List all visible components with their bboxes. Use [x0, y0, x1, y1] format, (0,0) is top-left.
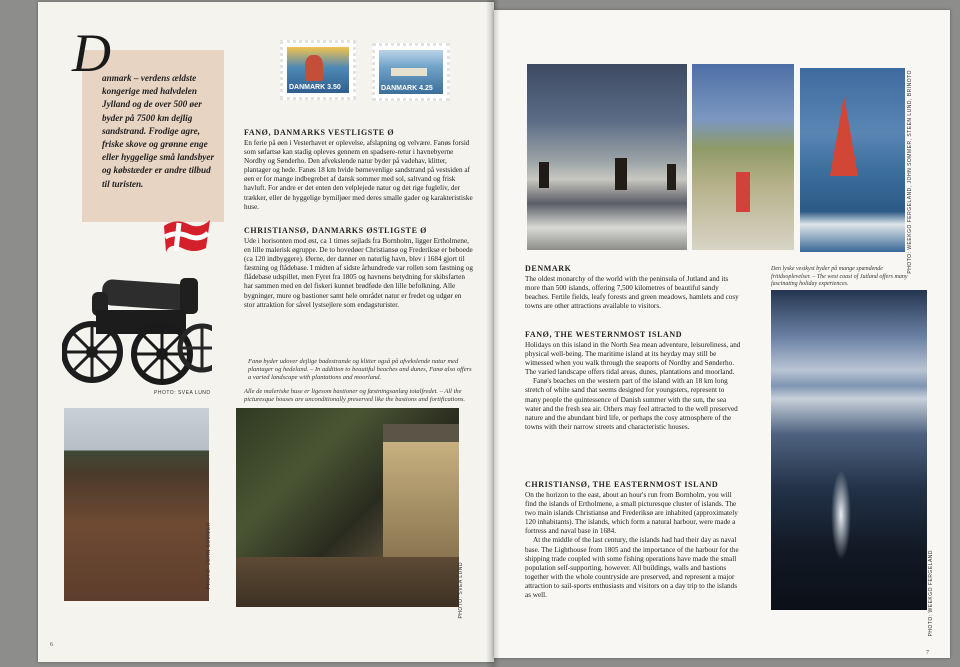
right-page	[494, 10, 950, 658]
fano-text-da: En ferie på øen i Vesterhavet er oplevelse, afslapning og velvære. Fanøs forsid som søfartsø kan stadig opleves gennem en spadsere-retur i havnebyerne Nordby og Sønderho. Den afvekslende natur byder på vadehav, klitter, plantager og hede. Fanøs 18 km hvide børnevenlige sandstrand på vestsiden af øen er for mange indbegrebet af dansk sommer med sol, saltvand og frisk havluft. For andre er det enten den velplejede natur og det rige fugleliv, der trækker, eller de hyggelige bymiljøer med deres smalle gader og karakteristiske huse.	[244, 139, 473, 211]
book-gutter	[486, 0, 500, 667]
danish-flag-icon	[162, 214, 212, 258]
street-photo	[236, 408, 459, 607]
stamp-2-country: DANMARK	[381, 85, 418, 92]
stamp-2	[372, 43, 450, 101]
fano-text-en-1: Holidays on this island in the North Sea mean adventure, leisureliness, and physical well-being. The maritime island at its heyday may still be witnessed when you walk through the seaports of Nordby and Sønderho. The varied landscape offers tidal areas, dunes, plantations and moorland.	[525, 341, 741, 377]
caption-top: Den lyske vestkyst byder på mange spændende fritidsoplevelser. – The west coast of Jutland offers many fascinating holiday experiences.	[771, 266, 908, 287]
credit-heath: PHOTO: JOHN SOMMER	[206, 522, 212, 589]
credit-top: PHOTO: WEEKGO FERGELAND, JOHN SOMMER, STEEN LUND, BRINOTO	[907, 70, 913, 274]
fano-text-en-2: Fanø's beaches on the western part of the island with an 18 km long stretch of white sand that seems designed for youngsters, represent to many people the quintessence of Danish summer with the sun, the sea water and the fresh sea air. Others may feel attracted to the well preserved nature and the abundant bird life, or perhaps the cosy atmosphere of the towns with their narrow streets and characteristic houses.	[525, 377, 738, 431]
credit-sea: PHOTO: WEEKGO FERGELAND	[928, 550, 934, 637]
intro-drop-cap: D	[72, 23, 111, 83]
stamp-1	[280, 40, 356, 100]
christianso-heading-da: CHRISTIANSØ, DANMARKS ØSTLIGSTE Ø	[244, 226, 427, 235]
credit-street: PHOTO: SVEA LUND	[458, 562, 464, 619]
stamp-1-value: 3.50	[327, 84, 341, 91]
sea-photo	[771, 290, 927, 610]
caption-bottom: Alle de maleriske huse er ligesom bastioner og fæstningsanlæg totalfredet. – All the picturesque houses are unconditionally preserved like the bastions and fortifications.	[244, 388, 465, 403]
denmark-heading-en: DENMARK	[525, 264, 572, 273]
fano-heading-da: FANØ, DANMARKS VESTLIGSTE Ø	[244, 128, 395, 137]
fano-heading-en: FANØ, THE WESTERNMOST ISLAND	[525, 330, 683, 339]
page-number-right: 7	[926, 650, 929, 656]
riders-photo	[527, 64, 687, 250]
christianso-text-en-2: At the middle of the last century, the islands had had their day as naval base. The Lighthouse from 1805 and the importance of the harbour for the shipping trade coupled with some fishing operations have made the small population self-supporting, however. All buildings, walls and bastions together with the whole countryside are preserved, and represent a major attraction to sail-sports enthusiasts and visitors on a day trip to the islands as well.	[525, 536, 739, 600]
christianso-section-en	[525, 480, 741, 600]
windsurf-photo	[800, 68, 905, 252]
christianso-text-en-1: On the horizon to the east, about an hour's run from Bornholm, you will find the islands of Ertholmene, a small picturesque cluster of islands. The two main islands Christiansø and Frederiksø are inhabited (approximately 120 inhabitants). The islands, which form a natural harbour, were made a fortress and naval base in 1684.	[525, 491, 738, 536]
credit-cannon: PHOTO: SVEA LUND	[154, 390, 211, 396]
dunes-photo	[692, 64, 794, 250]
intro-text: anmark – verdens ældste kongerige med halvdelen Jylland og de over 500 øer byder på 7500 km dejlig sandstrand. Frodige agre, friske skove og grønne enge eller hyggelige små landsbyer og købstæder er andre tilbud til turisten.	[102, 73, 215, 189]
denmark-text-en: The oldest monarchy of the world with the peninsula of Jutland and its more than 500 islands, offering 7,500 kilometres of beautiful sandy beaches. Fertile fields, leafy forests and green meadows, hamlets and cosy towns are other attractions available to visitors.	[525, 275, 739, 311]
christianso-section-da	[244, 226, 474, 310]
left-page	[38, 2, 494, 662]
stamp-2-value: 4.25	[419, 85, 433, 92]
cannon-image	[62, 270, 212, 388]
caption-mid: Fanø byder udover dejlige badestrande og klitter også på afvekslende natur med plantager og hedeland. – In addition to beautiful beaches and dunes, Fanø also offers a varied landscape with plantations and moorland.	[248, 358, 472, 381]
denmark-section-en	[525, 264, 741, 311]
christianso-heading-en: CHRISTIANSØ, THE EASTERNMOST ISLAND	[525, 480, 719, 489]
christianso-text-da: Ude i horisonten mod øst, ca 1 times sejlads fra Bornholm, ligger Ertholmene, en lille malerisk øgruppe. De to hovedøer Christiansø og Frederiksø er beboede (ca 120 indbyggere). Øerne, der danner en naturlig havn, blev i 1684 gjort til fæstning og flådebase. I midten af sidste århundrede var rollen som fæstning og flådebase udspillet, men Fyret fra 1805 og havnens betydning for skibsfarten har sammen med en del fiskeri kunnet brødføde den lille befolkning. Alle bygninger, mure og bastioner samt hele området natur er fredet og udgør en stor attraktion for såvel lystsejlere som endagsturister.	[244, 237, 473, 309]
fano-section-da	[244, 128, 474, 212]
page-number-left: 6	[50, 642, 53, 648]
heath-photo	[64, 408, 209, 601]
stamp-1-country: DANMARK	[289, 84, 326, 91]
fano-section-en	[525, 330, 741, 432]
